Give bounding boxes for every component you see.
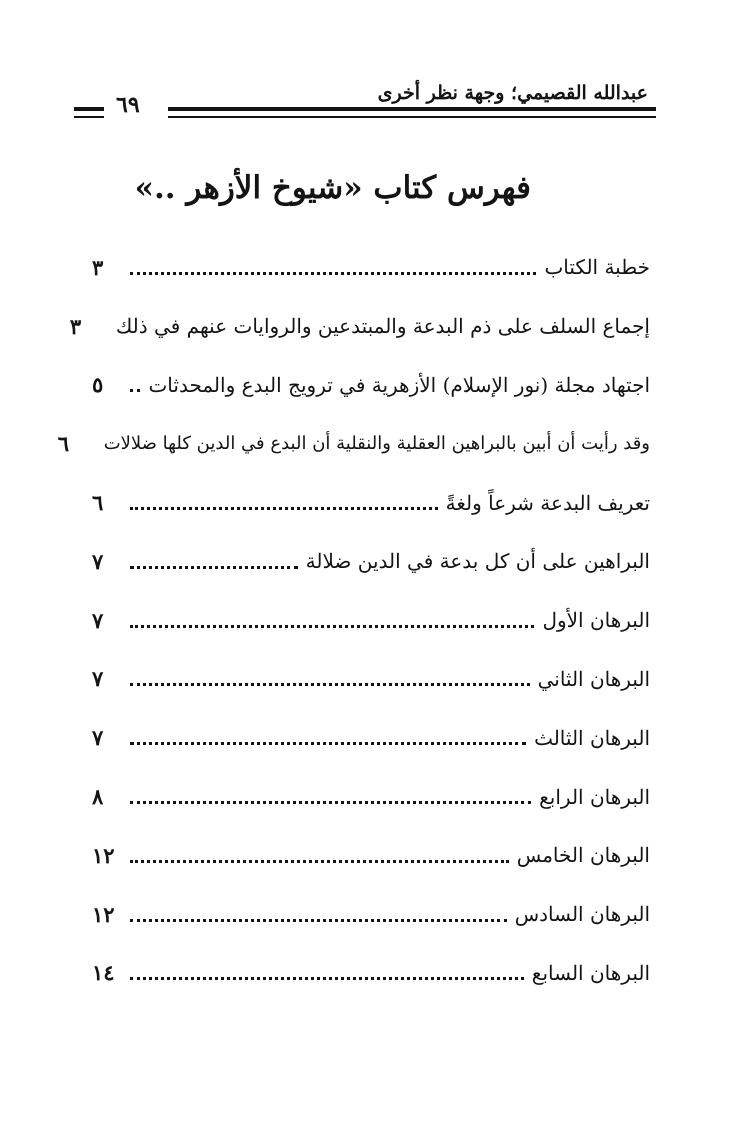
toc-row (57, 414, 650, 473)
toc-entry-page: ٨ (92, 784, 104, 810)
table-of-contents (57, 238, 650, 1002)
toc-row (92, 591, 650, 650)
toc-entry-page: ٦ (92, 490, 104, 516)
toc-entry-text: البرهان الرابع (539, 784, 650, 809)
page-title: فهرس كتاب «شيوخ الأزهر ..» (134, 170, 531, 206)
toc-row (92, 708, 650, 767)
toc-row (69, 297, 650, 356)
toc-entry-page: ١٤ (92, 960, 115, 986)
toc-entry-text: البرهان الخامس (516, 843, 650, 868)
toc-entry-page: ٧ (92, 666, 104, 692)
running-header-title: عبدالله القصيمي؛ وجهة نظر أخرى (377, 82, 648, 104)
toc-entry-text: البرهان الثاني (537, 666, 650, 691)
toc-entry-page: ٧ (92, 725, 104, 751)
toc-entry-text: وقد رأيت أن أبين بالبراهين العقلية والنقلية أن البدع في الدين كلها ضلالات (103, 433, 650, 455)
toc-entry-text: تعريف البدعة شرعاً ولغةً (445, 490, 650, 515)
toc-entry-page: ١٢ (92, 842, 115, 868)
toc-entry-page: ٧ (92, 607, 104, 633)
toc-entry-text: اجتهاد مجلة (نور الإسلام) الأزهرية في ترويج البدع والمحدثات (148, 372, 650, 397)
toc-leader-dots (130, 683, 530, 686)
toc-entry-text: إجماع السلف على ذم البدعة والمبتدعين والروايات عنهم في ذلك (115, 314, 650, 339)
page-number: ٦٩ (116, 92, 140, 118)
toc-row (92, 885, 650, 944)
toc-entry-text: البرهان السادس (514, 902, 650, 927)
toc-leader-dots (130, 801, 531, 804)
toc-entry-page: ٧ (92, 548, 104, 574)
toc-leader-dots (130, 977, 524, 980)
toc-leader-dots (130, 272, 536, 275)
toc-entry-text: البراهين على أن كل بدعة في الدين ضلالة (305, 549, 650, 574)
toc-leader-dots (130, 566, 298, 569)
toc-row (92, 944, 650, 1003)
toc-entry-text: البرهان السابع (531, 960, 650, 985)
toc-row (92, 473, 650, 532)
toc-entry-text: البرهان الأول (542, 608, 650, 633)
toc-row (92, 767, 650, 826)
toc-leader-dots (130, 742, 526, 745)
toc-entry-page: ٣ (92, 254, 104, 280)
toc-entry-text: البرهان الثالث (534, 725, 650, 750)
toc-leader-dots (130, 507, 438, 510)
toc-entry-page: ٦ (57, 431, 69, 457)
toc-row (92, 532, 650, 591)
toc-row (92, 826, 650, 885)
header-rule-short (74, 107, 104, 111)
toc-row (92, 356, 650, 415)
toc-row (92, 238, 650, 297)
toc-row (92, 650, 650, 709)
toc-entry-page: ٥ (92, 372, 104, 398)
toc-leader-dots (130, 860, 509, 863)
toc-entry-page: ٣ (69, 313, 82, 339)
toc-leader-dots (130, 919, 507, 922)
header-rule-long (168, 107, 656, 111)
toc-entry-text: خطبة الكتاب (544, 255, 650, 280)
toc-leader-dots (130, 389, 140, 392)
toc-entry-page: ١٢ (92, 901, 115, 927)
toc-leader-dots (130, 625, 534, 628)
